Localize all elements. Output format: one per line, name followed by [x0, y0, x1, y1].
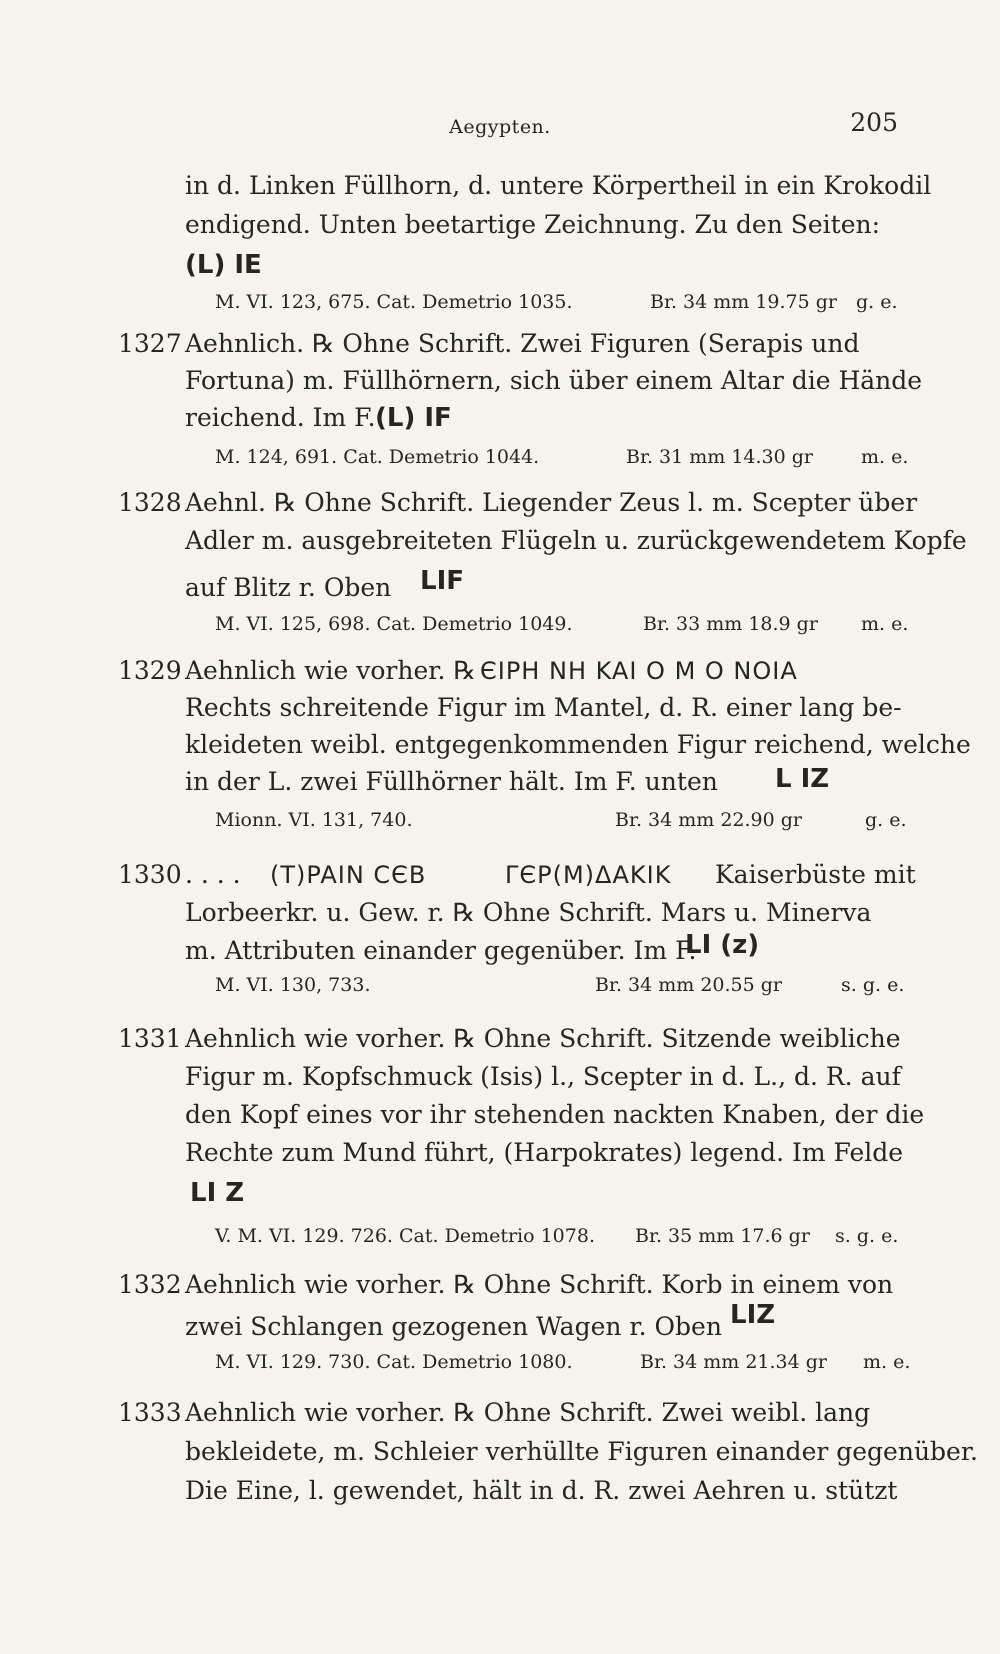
field-inscription: L IZ — [775, 764, 830, 794]
catalogue-reference: M. VI. 130, 733. — [215, 974, 371, 996]
condition: s. g. e. — [835, 1225, 899, 1247]
measurement: Br. 33 mm 18.9 gr — [643, 613, 818, 635]
text-line: m. Attributen einander gegenüber. Im F. — [185, 936, 697, 965]
catalogue-reference: Mionn. VI. 131, 740. — [215, 809, 413, 831]
condition: m. e. — [861, 446, 909, 468]
text-line: Figur m. Kopfschmuck (Isis) l., Scepter in d. L., d. R. auf — [185, 1062, 901, 1091]
reference-line — [215, 973, 905, 997]
text-line: Lorbeerkr. u. Gew. r. ℞ Ohne Schrift. Mars u. Minerva — [185, 898, 872, 927]
text-line: auf Blitz r. Oben — [185, 573, 392, 602]
coin-legend: (T)PAIN CЄB — [270, 861, 427, 889]
text-line: zwei Schlangen gezogenen Wagen r. Oben — [185, 1312, 722, 1341]
entry-number: 1327 — [118, 329, 182, 358]
condition: s. g. e. — [841, 974, 905, 996]
text-line: Aehnlich wie vorher. ℞ Ohne Schrift. Korb in einem von — [185, 1270, 894, 1299]
measurement: Br. 34 mm 19.75 gr — [650, 291, 838, 313]
condition: g. e. — [865, 809, 907, 831]
text-line: bekleidete, m. Schleier verhüllte Figuren einander gegenüber. — [185, 1437, 979, 1466]
field-inscription: LI (z) — [685, 930, 760, 960]
reference-line — [215, 445, 909, 469]
reference-line — [215, 808, 905, 832]
entry-number: 1328 — [118, 488, 182, 517]
text-line: endigend. Unten beetartige Zeichnung. Zu den Seiten: — [185, 210, 881, 239]
text-line: Aehnlich wie vorher. ℞ Ohne Schrift. Zwei weibl. lang — [185, 1398, 871, 1427]
field-inscription: LI Z — [190, 1178, 245, 1208]
running-head: Aegypten. — [449, 116, 551, 138]
catalogue-reference: M. 124, 691. Cat. Demetrio 1044. — [215, 446, 540, 468]
text-line: Die Eine, l. gewendet, hält in d. R. zwei Aehren u. stützt — [185, 1476, 898, 1505]
text-line: Aehnlich wie vorher. ℞ — [185, 656, 476, 685]
reference-line — [215, 1224, 905, 1248]
text-line: in der L. zwei Füllhörner hält. Im F. unten — [185, 767, 718, 796]
catalogue-reference: M. VI. 123, 675. Cat. Demetrio 1035. — [215, 291, 573, 313]
entry-number: 1331 — [118, 1024, 182, 1053]
reference-line — [215, 1350, 911, 1374]
field-inscription: LIF — [420, 566, 465, 596]
reference-line — [215, 612, 909, 636]
measurement: Br. 35 mm 17.6 gr — [635, 1225, 810, 1247]
text-line: den Kopf eines vor ihr stehenden nackten Knaben, der die — [185, 1100, 925, 1129]
measurement: Br. 34 mm 22.90 gr — [615, 809, 803, 831]
catalogue-reference: V. M. VI. 129. 726. Cat. Demetrio 1078. — [215, 1225, 595, 1247]
condition: g. e. — [856, 291, 898, 313]
entry-number: 1329 — [118, 656, 182, 685]
text-line: Rechts schreitende Figur im Mantel, d. R. einer lang be- — [185, 693, 902, 722]
field-inscription: LIZ — [730, 1300, 776, 1330]
field-inscription: (L) IE — [185, 250, 262, 280]
measurement: Br. 34 mm 20.55 gr — [595, 974, 783, 996]
condition: m. e. — [863, 1351, 911, 1373]
measurement: Br. 34 mm 21.34 gr — [640, 1351, 828, 1373]
text-line: . . . . — [185, 860, 241, 889]
field-inscription: (L) IF — [375, 403, 452, 433]
condition: m. e. — [861, 613, 909, 635]
text-line: kleideten weibl. entgegenkommenden Figur reichend, welche — [185, 730, 971, 759]
entry-number: 1333 — [118, 1398, 182, 1427]
text-line: Aehnlich wie vorher. ℞ Ohne Schrift. Sitzende weibliche — [185, 1024, 901, 1053]
entry-number: 1330 — [118, 860, 182, 889]
text-line: Aehnl. ℞ Ohne Schrift. Liegender Zeus l. m. Scepter über — [185, 488, 918, 517]
page-number: 205 — [850, 108, 898, 137]
entry-number: 1332 — [118, 1270, 182, 1299]
catalogue-reference: M. VI. 129. 730. Cat. Demetrio 1080. — [215, 1351, 573, 1373]
coin-legend: ЄIPH NH KAI O M O NOIA — [480, 657, 798, 685]
text-line: reichend. Im F. — [185, 403, 376, 432]
reference-line — [215, 290, 905, 314]
text-line: Fortuna) m. Füllhörnern, sich über einem Altar die Hände — [185, 366, 923, 395]
coin-legend: ΓЄP(M)ΔAKIK — [505, 861, 672, 889]
text-line: Kaiserbüste mit — [715, 860, 916, 889]
catalogue-reference: M. VI. 125, 698. Cat. Demetrio 1049. — [215, 613, 573, 635]
text-line: Rechte zum Mund führt, (Harpokrates) legend. Im Felde — [185, 1138, 904, 1167]
measurement: Br. 31 mm 14.30 gr — [626, 446, 814, 468]
text-line: in d. Linken Füllhorn, d. untere Körpertheil in ein Krokodil — [185, 171, 932, 200]
text-line: Aehnlich. ℞ Ohne Schrift. Zwei Figuren (Serapis und — [185, 329, 860, 358]
text-line: Adler m. ausgebreiteten Flügeln u. zurückgewendetem Kopfe — [185, 526, 967, 555]
